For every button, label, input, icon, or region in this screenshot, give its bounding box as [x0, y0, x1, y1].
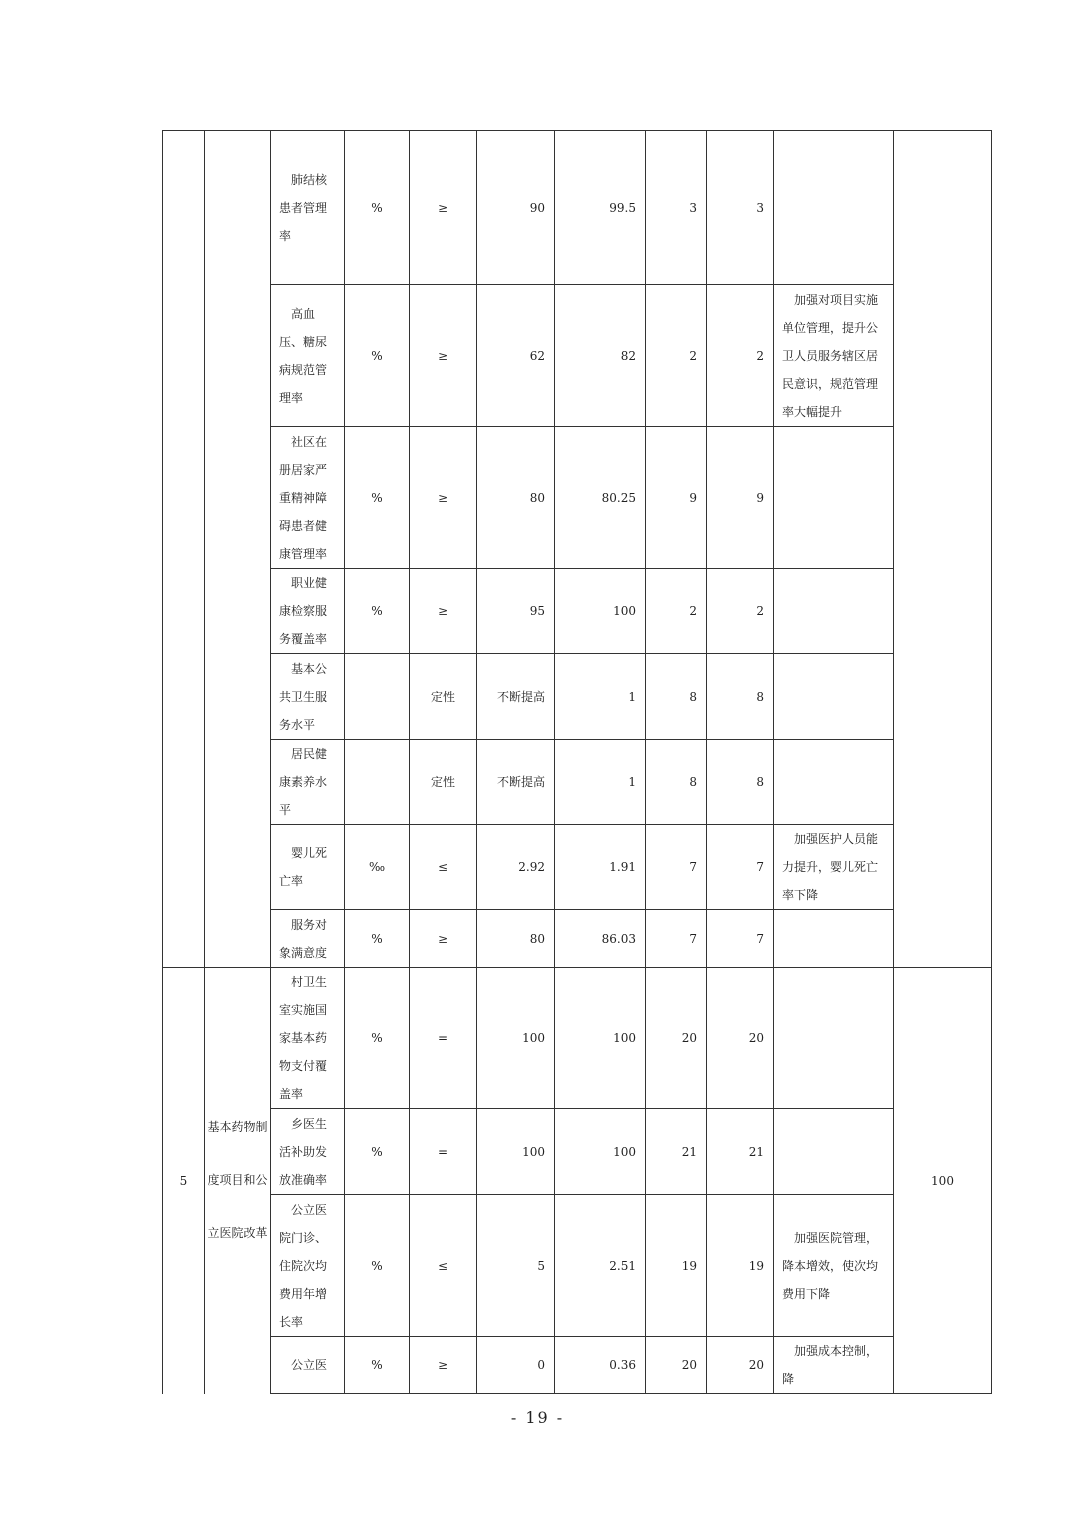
unit-cell	[345, 654, 410, 740]
actual-cell: 86.03	[555, 910, 646, 968]
indicator-cell: 社区在册居家严重精神障碍患者健康管理率	[271, 427, 345, 569]
category-cell-empty	[205, 131, 271, 968]
group-index-cell: 5	[163, 968, 205, 1394]
table-row	[163, 1109, 992, 1195]
target-cell: 2.92	[477, 825, 555, 910]
unit-cell: %	[345, 1337, 410, 1394]
weight-cell: 20	[646, 968, 707, 1109]
score-cell: 8	[707, 740, 774, 825]
indicator-cell: 服务对象满意度	[271, 910, 345, 968]
actual-cell: 2.51	[555, 1195, 646, 1337]
table-row	[163, 910, 992, 968]
weight-cell: 20	[646, 1337, 707, 1394]
score-cell: 19	[707, 1195, 774, 1337]
table-row	[163, 654, 992, 740]
weight-cell: 8	[646, 740, 707, 825]
table-row	[163, 285, 992, 427]
score-cell: 20	[707, 1337, 774, 1394]
unit-cell: %	[345, 427, 410, 569]
operator-cell: ≥	[410, 285, 477, 427]
operator-cell: ≥	[410, 131, 477, 285]
performance-table	[162, 130, 992, 1394]
operator-cell: ≤	[410, 825, 477, 910]
actual-cell: 99.5	[555, 131, 646, 285]
target-cell: 95	[477, 569, 555, 654]
unit-cell	[345, 740, 410, 825]
target-cell: 不断提高	[477, 654, 555, 740]
weight-cell: 2	[646, 569, 707, 654]
note-cell	[774, 427, 894, 569]
note-cell: 加强医院管理，降本增效，使次均费用下降	[774, 1195, 894, 1337]
operator-cell: =	[410, 1109, 477, 1195]
unit-cell: %	[345, 1195, 410, 1337]
total-cell-empty	[894, 131, 992, 968]
weight-cell: 2	[646, 285, 707, 427]
operator-cell: ≥	[410, 1337, 477, 1394]
indicator-cell: 婴儿死亡率	[271, 825, 345, 910]
weight-cell: 7	[646, 825, 707, 910]
actual-cell: 100	[555, 569, 646, 654]
score-cell: 9	[707, 427, 774, 569]
target-cell: 0	[477, 1337, 555, 1394]
group-category-cell: 基本药物制度项目和公立医院改革	[205, 968, 271, 1394]
score-cell: 2	[707, 285, 774, 427]
note-cell: 加强成本控制，降	[774, 1337, 894, 1394]
note-cell	[774, 654, 894, 740]
actual-cell: 1	[555, 740, 646, 825]
unit-cell: %	[345, 131, 410, 285]
indicator-cell: 乡医生活补助发放准确率	[271, 1109, 345, 1195]
note-cell: 加强医护人员能力提升，婴儿死亡率下降	[774, 825, 894, 910]
indicator-cell: 肺结核患者管理率	[271, 131, 345, 285]
note-cell	[774, 740, 894, 825]
weight-cell: 19	[646, 1195, 707, 1337]
target-cell: 80	[477, 910, 555, 968]
note-cell	[774, 1109, 894, 1195]
actual-cell: 1.91	[555, 825, 646, 910]
actual-cell: 82	[555, 285, 646, 427]
indicator-cell: 公立医院门诊、住院次均费用年增长率	[271, 1195, 345, 1337]
table-row	[163, 1195, 992, 1337]
table-row	[163, 1337, 992, 1394]
note-cell	[774, 569, 894, 654]
operator-cell: ≥	[410, 427, 477, 569]
weight-cell: 21	[646, 1109, 707, 1195]
page-number: - 19 -	[510, 1408, 565, 1427]
actual-cell: 0.36	[555, 1337, 646, 1394]
score-cell: 7	[707, 910, 774, 968]
unit-cell: %	[345, 569, 410, 654]
operator-cell: ≥	[410, 569, 477, 654]
unit-cell: ‰	[345, 825, 410, 910]
operator-cell: =	[410, 968, 477, 1109]
table-row	[163, 427, 992, 569]
indicator-cell: 高血压、糖尿病规范管理率	[271, 285, 345, 427]
operator-cell: 定性	[410, 654, 477, 740]
table-row	[163, 569, 992, 654]
table-row	[163, 740, 992, 825]
target-cell: 90	[477, 131, 555, 285]
score-cell: 7	[707, 825, 774, 910]
unit-cell: %	[345, 910, 410, 968]
operator-cell: ≤	[410, 1195, 477, 1337]
weight-cell: 8	[646, 654, 707, 740]
operator-cell: ≥	[410, 910, 477, 968]
target-cell: 100	[477, 1109, 555, 1195]
note-cell	[774, 968, 894, 1109]
target-cell: 80	[477, 427, 555, 569]
indicator-cell: 职业健康检察服务覆盖率	[271, 569, 345, 654]
indicator-cell: 公立医	[271, 1337, 345, 1394]
score-cell: 8	[707, 654, 774, 740]
note-cell	[774, 131, 894, 285]
group-total-score-cell: 100	[894, 968, 992, 1394]
operator-cell: 定性	[410, 740, 477, 825]
actual-cell: 80.25	[555, 427, 646, 569]
target-cell: 100	[477, 968, 555, 1109]
note-cell: 加强对项目实施单位管理，提升公卫人员服务辖区居民意识，规范管理率大幅提升	[774, 285, 894, 427]
note-cell	[774, 910, 894, 968]
indicator-cell: 居民健康素养水平	[271, 740, 345, 825]
unit-cell: %	[345, 968, 410, 1109]
actual-cell: 1	[555, 654, 646, 740]
indicator-cell: 基本公共卫生服务水平	[271, 654, 345, 740]
target-cell: 不断提高	[477, 740, 555, 825]
actual-cell: 100	[555, 1109, 646, 1195]
weight-cell: 7	[646, 910, 707, 968]
score-cell: 21	[707, 1109, 774, 1195]
unit-cell: %	[345, 1109, 410, 1195]
target-cell: 5	[477, 1195, 555, 1337]
index-cell-empty	[163, 131, 205, 968]
score-cell: 2	[707, 569, 774, 654]
table-row	[163, 131, 992, 285]
unit-cell: %	[345, 285, 410, 427]
table-row	[163, 825, 992, 910]
score-cell: 20	[707, 968, 774, 1109]
weight-cell: 3	[646, 131, 707, 285]
indicator-cell: 村卫生室实施国家基本药物支付覆盖率	[271, 968, 345, 1109]
target-cell: 62	[477, 285, 555, 427]
score-cell: 3	[707, 131, 774, 285]
weight-cell: 9	[646, 427, 707, 569]
table-row	[163, 968, 992, 1109]
actual-cell: 100	[555, 968, 646, 1109]
